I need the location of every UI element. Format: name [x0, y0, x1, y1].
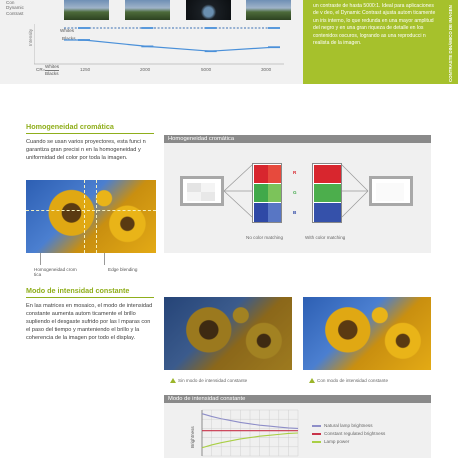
warning-icon	[170, 378, 176, 383]
thumbnail-1	[64, 0, 109, 20]
intensity-legend	[312, 422, 427, 446]
blue-swatch	[268, 203, 281, 222]
image-with-mode	[303, 297, 431, 370]
thumbnail-2	[125, 0, 170, 20]
contrast-description-panel	[303, 0, 445, 84]
contrast-fraction-bottom: Blacks	[45, 71, 59, 76]
contrast-tick: 1250	[80, 67, 91, 72]
side-banner-text: CONTRASTE DINÁMICO DE IMAGEN	[448, 5, 453, 82]
letter-g: G	[293, 190, 297, 195]
blue-swatch	[254, 203, 268, 222]
legend-label: Lamp power	[324, 439, 350, 445]
contrast-point	[205, 27, 217, 29]
contrast-point	[78, 27, 90, 29]
blue-swatch	[314, 203, 341, 222]
callout-line-right	[104, 253, 105, 265]
legend-swatch	[312, 433, 321, 435]
monitor-block	[376, 183, 404, 201]
rgb-stack-matched	[312, 163, 342, 223]
contrast-point	[141, 27, 153, 29]
side-banner	[445, 0, 458, 84]
caption-without-mode: Sin modo de intensidad constante	[178, 378, 248, 383]
callout-homogeneity: Homogeneidad crom tica	[34, 267, 77, 278]
monitor-block	[187, 183, 201, 192]
monitor-block	[201, 192, 215, 201]
homogeneity-image	[26, 180, 156, 253]
homogeneity-rule	[26, 133, 154, 134]
contrast-ratio-label: CR=	[36, 67, 46, 72]
thumbnail-4	[246, 0, 291, 20]
monitor-right	[369, 176, 413, 206]
legend-item	[312, 430, 427, 438]
legend-item	[312, 438, 427, 446]
green-swatch	[254, 184, 268, 202]
contrast-ticks	[80, 67, 290, 75]
intensity-paragraph: En las matrices en mosaico, el modo de intensidad constante aumenta autom ticamente el brillo supliendo el desgaste sufrido por las l mparas con el paso del tiempo y manteniendo el brillo y la coherencia de la imagen por todo el display.	[26, 303, 153, 342]
red-swatch	[268, 165, 281, 183]
homogeneity-title: Homogeneidad cromática	[26, 122, 114, 131]
contrast-description: un contraste de hasta 5000:1. Ideal para aplicaciones de v deo, el Dynamic Contrast ajusta autom ticamente un iris interno, lo que redunda en una mayor amplitud del negro y en una gran riqueza de detalle en los contenidos oscuros, logrando as una reproducci n realista de la imagen.	[313, 3, 436, 46]
connector-lines-right	[342, 160, 370, 225]
connector-lines-left	[224, 160, 254, 225]
legend-swatch	[312, 425, 321, 427]
blend-line	[84, 180, 85, 253]
monitor-block	[201, 183, 215, 192]
whites-label: Whites	[60, 28, 75, 33]
contrast-chart	[34, 24, 284, 66]
monitor-block	[187, 192, 201, 201]
letter-b: B	[293, 210, 297, 215]
intensity-chart-title: Modo de intensidad constante	[164, 395, 431, 403]
contrast-tick: 3000	[261, 67, 272, 72]
green-swatch	[314, 184, 341, 202]
contrast-point	[205, 50, 217, 52]
intensity-rule	[26, 297, 154, 298]
contrast-point	[78, 39, 90, 41]
blacks-label: Blacks	[62, 36, 76, 41]
callout-line-left	[40, 253, 41, 265]
green-swatch	[268, 184, 281, 202]
caption-with-mode: Con modo de intensidad constante	[317, 378, 388, 383]
contrast-fraction-top: Whites	[45, 64, 60, 69]
blend-line	[96, 180, 97, 253]
contrast-point	[141, 46, 153, 48]
caption-no-matching: No color matching	[246, 235, 284, 240]
contrast-tick: 2000	[140, 67, 151, 72]
callout-edge-blending: Edge blending	[108, 267, 138, 272]
rgb-stack-unmatched	[252, 163, 282, 223]
red-swatch	[314, 165, 341, 183]
monitor-left	[180, 176, 224, 206]
warning-icon	[309, 378, 315, 383]
legend-label: Constant regulated brightness	[324, 431, 386, 437]
intensity-title: Modo de intensidad constante	[26, 286, 130, 295]
homogeneity-paragraph: Cuando se usan varios proyectores, esta funci n garantiza gran precisi n en la homogeneidad y uniformidad del color por toda la imagen.	[26, 139, 146, 162]
legend-label: Natural lamp brightness	[324, 423, 373, 429]
blend-line	[26, 210, 156, 211]
red-swatch	[254, 165, 268, 183]
letter-r: R	[293, 170, 297, 175]
legend-label: Con Dynamic Contrast	[6, 0, 24, 16]
caption-with-matching: With color matching	[305, 235, 346, 240]
brightness-axis-label: Brightness	[190, 426, 195, 448]
image-without-mode	[164, 297, 292, 370]
homogeneity-panel-title: Homogeneidad cromática	[164, 135, 431, 143]
y-axis-label: Intensity	[28, 28, 33, 46]
legend-item	[312, 422, 427, 430]
legend-swatch	[312, 441, 321, 443]
contrast-point	[268, 46, 280, 48]
contrast-point	[268, 27, 280, 29]
contrast-line-blacks	[64, 40, 274, 51]
intensity-chart	[200, 408, 300, 458]
thumbnail-3	[186, 0, 231, 20]
contrast-tick: 5000	[201, 67, 212, 72]
